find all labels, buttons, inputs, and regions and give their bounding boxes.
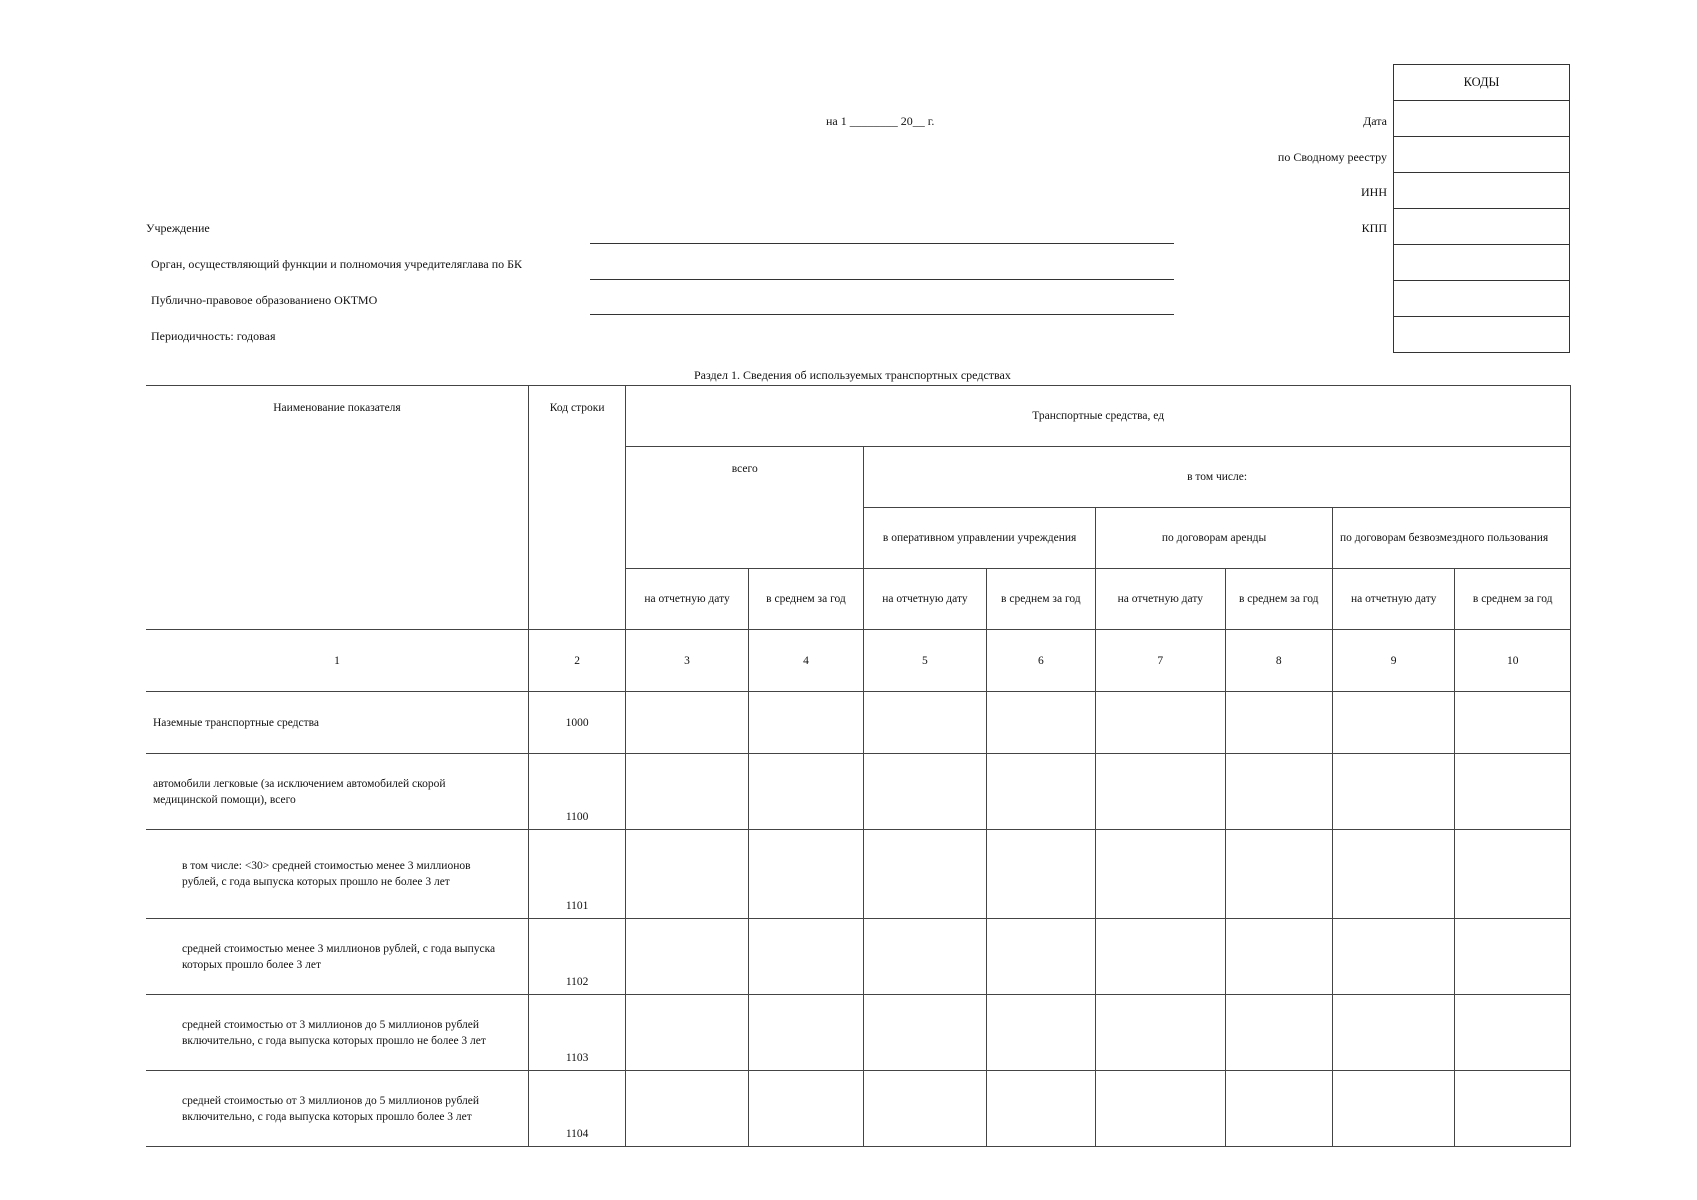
value-cell[interactable] xyxy=(626,919,748,995)
value-cell[interactable] xyxy=(1455,830,1571,919)
value-cell[interactable] xyxy=(986,830,1095,919)
header-including: в том числе: xyxy=(864,447,1571,508)
sub-report-date: на отчетную дату xyxy=(1332,569,1454,630)
value-cell[interactable] xyxy=(1332,919,1454,995)
value-cell[interactable] xyxy=(864,830,986,919)
row-code: 1104 xyxy=(528,1071,625,1147)
table-row xyxy=(146,919,1571,995)
value-cell[interactable] xyxy=(1455,995,1571,1071)
value-cell[interactable] xyxy=(986,754,1095,830)
code-cell-periodicity[interactable] xyxy=(1394,317,1570,353)
value-cell[interactable] xyxy=(986,919,1095,995)
row-name: в том числе: <30> средней стоимостью менее 3 миллионов рублей, с года выпуска которых прошло не более 3 лет xyxy=(146,830,528,919)
col-number: 4 xyxy=(748,630,863,692)
value-cell[interactable] xyxy=(1455,919,1571,995)
row-name: Наземные транспортные средства xyxy=(146,692,528,754)
value-cell[interactable] xyxy=(1096,995,1225,1071)
header-total: всего xyxy=(626,447,864,569)
transport-table xyxy=(146,385,1571,1147)
value-cell[interactable] xyxy=(986,692,1095,754)
value-cell[interactable] xyxy=(748,754,863,830)
value-cell[interactable] xyxy=(748,1071,863,1147)
field-line-founder[interactable] xyxy=(590,279,1174,280)
codes-label-registry: по Сводному реестру xyxy=(1277,150,1387,164)
value-cell[interactable] xyxy=(748,995,863,1071)
col-number: 7 xyxy=(1096,630,1225,692)
field-label-public-entity: Публично-правовое образованиено ОКТМО xyxy=(151,293,378,307)
row-name: средней стоимостью от 3 миллионов до 5 миллионов рублей включительно, с года выпуска которых прошло не более 3 лет xyxy=(146,995,528,1071)
header-free-use: по договорам безвозмездного пользования xyxy=(1332,508,1570,569)
codes-label-kpp: КПП xyxy=(1361,221,1387,235)
table-row xyxy=(146,995,1571,1071)
col-number: 9 xyxy=(1332,630,1454,692)
row-name: автомобили легковые (за исключением автомобилей скорой медицинской помощи), всего xyxy=(146,754,528,830)
row-code: 1101 xyxy=(528,830,625,919)
value-cell[interactable] xyxy=(1225,919,1332,995)
value-cell[interactable] xyxy=(626,995,748,1071)
field-line-institution[interactable] xyxy=(590,243,1174,244)
col-number: 2 xyxy=(528,630,625,692)
header-operational: в оперативном управлении учреждения xyxy=(864,508,1096,569)
value-cell[interactable] xyxy=(986,995,1095,1071)
col-number: 1 xyxy=(146,630,528,692)
table-row xyxy=(146,692,1571,754)
value-cell[interactable] xyxy=(1225,692,1332,754)
field-label-periodicity: Периодичность: годовая xyxy=(151,329,276,343)
value-cell[interactable] xyxy=(1332,754,1454,830)
header-lease: по договорам аренды xyxy=(1096,508,1333,569)
table-row xyxy=(146,1071,1571,1147)
code-cell-registry[interactable] xyxy=(1394,137,1570,173)
row-name: средней стоимостью менее 3 миллионов рублей, с года выпуска которых прошло более 3 лет xyxy=(146,919,528,995)
sub-avg-year: в среднем за год xyxy=(986,569,1095,630)
row-code: 1000 xyxy=(528,692,625,754)
value-cell[interactable] xyxy=(1455,754,1571,830)
table-row xyxy=(146,754,1571,830)
value-cell[interactable] xyxy=(1332,995,1454,1071)
col-number: 8 xyxy=(1225,630,1332,692)
field-line-public-entity[interactable] xyxy=(590,314,1174,315)
col-number: 10 xyxy=(1455,630,1571,692)
report-date-line: на 1 ________ 20__ г. xyxy=(826,114,935,128)
value-cell[interactable] xyxy=(1096,692,1225,754)
code-cell-bk[interactable] xyxy=(1394,245,1570,281)
value-cell[interactable] xyxy=(864,1071,986,1147)
sub-report-date: на отчетную дату xyxy=(626,569,748,630)
value-cell[interactable] xyxy=(748,919,863,995)
sub-report-date: на отчетную дату xyxy=(1096,569,1225,630)
sub-avg-year: в среднем за год xyxy=(1225,569,1332,630)
value-cell[interactable] xyxy=(1332,830,1454,919)
codes-box xyxy=(1393,64,1570,353)
value-cell[interactable] xyxy=(1225,995,1332,1071)
row-code: 1100 xyxy=(528,754,625,830)
sub-avg-year: в среднем за год xyxy=(1455,569,1571,630)
codes-label-date: Дата xyxy=(1363,114,1387,128)
value-cell[interactable] xyxy=(1455,692,1571,754)
value-cell[interactable] xyxy=(864,995,986,1071)
field-label-founder: Орган, осуществляющий функции и полномочия учредителяглава по БК xyxy=(151,257,523,271)
value-cell[interactable] xyxy=(748,692,863,754)
code-cell-inn[interactable] xyxy=(1394,173,1570,209)
value-cell[interactable] xyxy=(1096,1071,1225,1147)
value-cell[interactable] xyxy=(1225,754,1332,830)
value-cell[interactable] xyxy=(1225,1071,1332,1147)
value-cell[interactable] xyxy=(864,754,986,830)
value-cell[interactable] xyxy=(864,692,986,754)
header-line-code: Код строки xyxy=(528,386,625,630)
value-cell[interactable] xyxy=(864,919,986,995)
value-cell[interactable] xyxy=(626,754,748,830)
value-cell[interactable] xyxy=(748,830,863,919)
row-code: 1102 xyxy=(528,919,625,995)
value-cell[interactable] xyxy=(1096,830,1225,919)
col-number: 3 xyxy=(626,630,748,692)
value-cell[interactable] xyxy=(1332,692,1454,754)
value-cell[interactable] xyxy=(1455,1071,1571,1147)
value-cell[interactable] xyxy=(1225,830,1332,919)
table-row xyxy=(146,830,1571,919)
value-cell[interactable] xyxy=(626,830,748,919)
row-name: средней стоимостью от 3 миллионов до 5 миллионов рублей включительно, с года выпуска которых прошло более 3 лет xyxy=(146,1071,528,1147)
code-cell-date[interactable] xyxy=(1394,101,1570,137)
header-indicator: Наименование показателя xyxy=(146,386,528,630)
value-cell[interactable] xyxy=(986,1071,1095,1147)
codes-header: КОДЫ xyxy=(1394,65,1570,101)
codes-label-inn: ИНН xyxy=(1361,185,1387,199)
row-code: 1103 xyxy=(528,995,625,1071)
col-number: 6 xyxy=(986,630,1095,692)
col-number: 5 xyxy=(864,630,986,692)
sub-avg-year: в среднем за год xyxy=(748,569,863,630)
sub-report-date: на отчетную дату xyxy=(864,569,986,630)
value-cell[interactable] xyxy=(626,692,748,754)
code-cell-oktmo[interactable] xyxy=(1394,281,1570,317)
field-label-institution: Учреждение xyxy=(146,221,210,235)
value-cell[interactable] xyxy=(626,1071,748,1147)
value-cell[interactable] xyxy=(1096,919,1225,995)
value-cell[interactable] xyxy=(1332,1071,1454,1147)
section-title: Раздел 1. Сведения об используемых транспортных средствах xyxy=(694,368,1011,382)
value-cell[interactable] xyxy=(1096,754,1225,830)
header-transport: Транспортные средства, ед xyxy=(626,386,1571,447)
code-cell-kpp[interactable] xyxy=(1394,209,1570,245)
